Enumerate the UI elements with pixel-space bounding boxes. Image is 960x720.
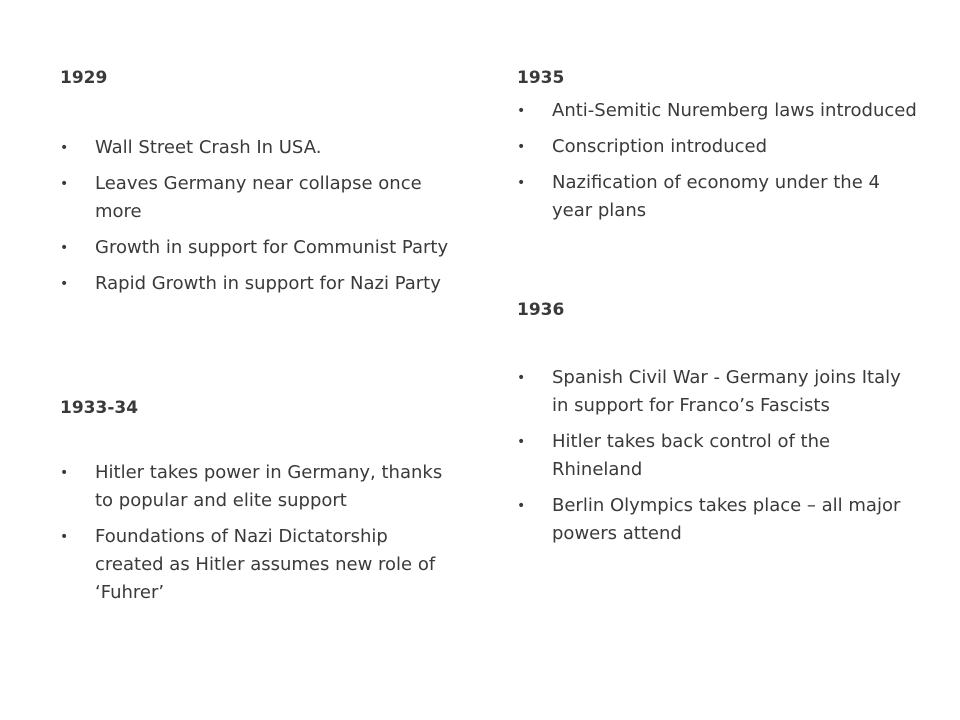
item-text: Growth in support for Communist Party [95,237,449,258]
list-item [517,169,917,225]
bullet-icon: • [517,370,526,386]
list-item [60,459,460,515]
item-text: Spanish Civil War - Germany joins Italy in support for Franco’s Fascists [552,367,901,416]
heading-1933-34: 1933-34 [60,398,139,418]
item-text: Leaves Germany near collapse once more [95,173,422,222]
item-text: Wall Street Crash In USA. [95,137,322,158]
item-text: Nazification of economy under the 4 year plans [552,172,880,221]
list-1936 [517,364,917,556]
list-item [60,234,460,262]
heading-1935: 1935 [517,68,565,88]
item-text: Hitler takes power in Germany, thanks to popular and elite support [95,462,443,511]
list-item [60,523,460,607]
bullet-icon: • [60,240,69,256]
list-item [60,134,460,162]
bullet-icon: • [517,434,526,450]
list-item [517,133,917,161]
item-text: Hitler takes back control of the Rhineland [552,431,831,480]
list-item [517,364,917,420]
bullet-icon: • [60,276,69,292]
list-1933-34 [60,459,460,615]
heading-1929: 1929 [60,68,108,88]
bullet-icon: • [517,498,526,514]
bullet-icon: • [60,176,69,192]
heading-1936: 1936 [517,300,565,320]
list-item [517,428,917,484]
list-item [60,270,460,298]
item-text: Rapid Growth in support for Nazi Party [95,273,441,294]
bullet-icon: • [60,529,69,545]
list-item [60,170,460,226]
bullet-icon: • [60,140,69,156]
list-1929 [60,134,460,306]
item-text: Anti-Semitic Nuremberg laws introduced [552,100,917,121]
bullet-icon: • [517,139,526,155]
bullet-icon: • [517,175,526,191]
item-text: Conscription introduced [552,136,768,157]
list-item [517,492,917,548]
list-item [517,97,917,125]
bullet-icon: • [517,103,526,119]
list-1935 [517,97,917,233]
bullet-icon: • [60,465,69,481]
item-text: Foundations of Nazi Dictatorship created as Hitler assumes new role of ‘Fuhrer’ [95,526,436,603]
item-text: Berlin Olympics takes place – all major powers attend [552,495,901,544]
